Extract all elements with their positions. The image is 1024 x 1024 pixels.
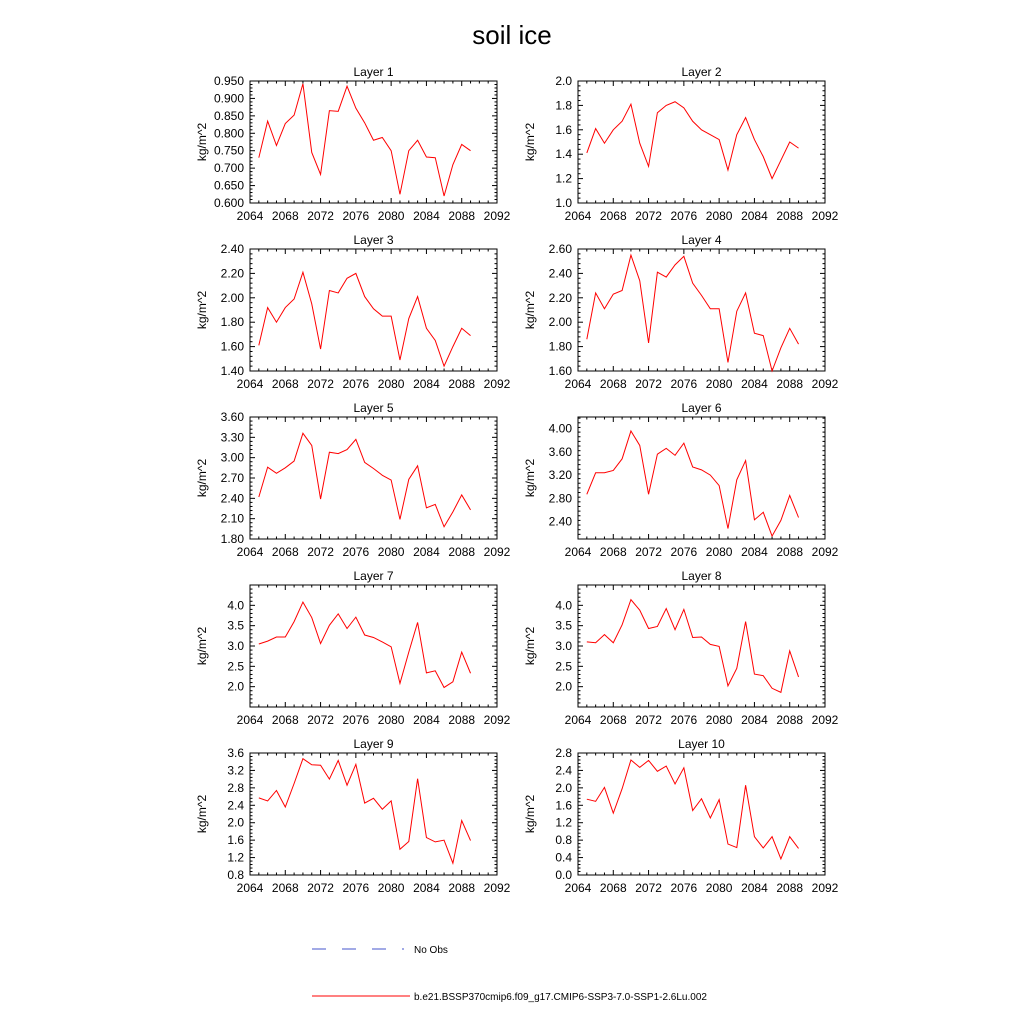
y-tick-label: 2.8 — [555, 746, 572, 760]
x-tick-label: 2064 — [236, 209, 264, 223]
x-tick-label: 2080 — [705, 545, 733, 559]
y-tick-label: 4.0 — [555, 598, 572, 613]
y-tick-label: 2.4 — [555, 763, 572, 778]
x-tick-label: 2084 — [413, 377, 440, 391]
y-tick-label: 3.20 — [548, 468, 572, 483]
y-axis-label-layer-1: kg/m^2 — [195, 122, 209, 162]
x-tick-label: 2072 — [635, 545, 662, 559]
x-tick-label: 2088 — [776, 377, 804, 391]
plot-frame-layer-10 — [578, 753, 825, 875]
y-tick-label: 2.40 — [548, 266, 572, 281]
x-tick-label: 2072 — [635, 209, 662, 223]
y-tick-label: 2.40 — [548, 514, 572, 529]
plot-frame-layer-4 — [578, 249, 825, 371]
y-tick-label: 1.6 — [555, 122, 572, 137]
x-tick-label: 2084 — [413, 881, 440, 895]
y-tick-label: 0.600 — [213, 196, 244, 210]
series-line-layer-6 — [587, 431, 799, 536]
y-tick-label: 1.6 — [227, 833, 244, 848]
y-tick-label: 0.950 — [213, 74, 244, 88]
x-tick-label: 2068 — [271, 713, 299, 727]
x-tick-label: 2080 — [705, 881, 733, 895]
y-tick-label: 2.20 — [548, 290, 572, 305]
x-tick-label: 2088 — [448, 545, 476, 559]
x-tick-label: 2068 — [271, 209, 299, 223]
panel-title-layer-7: Layer 7 — [353, 569, 394, 583]
y-tick-label: 1.2 — [227, 850, 244, 865]
y-axis-label-layer-4: kg/m^2 — [523, 290, 537, 330]
panels-grid — [195, 65, 839, 895]
y-tick-label: 2.20 — [220, 266, 244, 281]
y-tick-label: 1.80 — [220, 315, 244, 330]
x-tick-label: 2072 — [307, 881, 334, 895]
panel-title-layer-8: Layer 8 — [681, 569, 722, 583]
x-tick-label: 2076 — [342, 209, 370, 223]
x-tick-label: 2068 — [599, 377, 627, 391]
y-axis-label-layer-6: kg/m^2 — [523, 458, 537, 498]
y-tick-label: 3.60 — [220, 410, 244, 424]
y-axis-label-layer-9: kg/m^2 — [195, 794, 209, 834]
panel-layer-9 — [195, 737, 511, 895]
x-tick-label: 2088 — [776, 209, 804, 223]
y-tick-label: 0.8 — [555, 833, 572, 848]
y-tick-label: 3.2 — [227, 763, 244, 778]
y-tick-label: 1.2 — [555, 171, 572, 186]
y-tick-label: 0.0 — [555, 868, 572, 882]
y-tick-label: 2.40 — [220, 242, 244, 256]
x-tick-label: 2084 — [413, 545, 440, 559]
x-tick-label: 2084 — [741, 713, 768, 727]
legend-label-model-run: b.e21.BSSP370cmip6.f09_g17.CMIP6-SSP3-7.0-SSP1-2.6Lu.002 — [414, 992, 707, 1003]
panel-layer-6 — [523, 401, 839, 559]
x-tick-label: 2080 — [377, 881, 405, 895]
x-tick-label: 2080 — [705, 377, 733, 391]
y-tick-label: 2.0 — [227, 815, 244, 830]
x-tick-label: 2068 — [599, 881, 627, 895]
panel-layer-10 — [523, 737, 839, 895]
y-tick-label: 1.0 — [555, 196, 572, 210]
y-tick-label: 4.0 — [227, 598, 244, 613]
x-tick-label: 2068 — [271, 377, 299, 391]
x-tick-label: 2092 — [483, 545, 511, 559]
y-tick-label: 3.0 — [555, 639, 572, 653]
y-tick-label: 1.60 — [548, 364, 572, 378]
panel-title-layer-10: Layer 10 — [678, 737, 725, 751]
y-axis-label-layer-2: kg/m^2 — [523, 122, 537, 162]
x-tick-label: 2068 — [599, 209, 627, 223]
x-tick-label: 2080 — [377, 713, 405, 727]
y-tick-label: 3.00 — [220, 450, 244, 465]
x-tick-label: 2064 — [236, 713, 264, 727]
y-tick-label: 2.80 — [548, 491, 572, 506]
series-line-layer-4 — [587, 255, 799, 371]
y-tick-label: 3.0 — [227, 639, 244, 653]
x-tick-label: 2092 — [811, 881, 839, 895]
legend-label-no-obs: No Obs — [414, 945, 448, 956]
y-tick-label: 2.00 — [548, 315, 572, 330]
x-tick-label: 2084 — [413, 209, 440, 223]
y-tick-label: 3.5 — [555, 618, 572, 633]
x-tick-label: 2080 — [377, 209, 405, 223]
x-tick-label: 2072 — [307, 713, 334, 727]
y-tick-label: 1.40 — [220, 364, 244, 378]
x-tick-label: 2076 — [342, 881, 370, 895]
x-tick-label: 2072 — [635, 881, 662, 895]
panel-title-layer-9: Layer 9 — [353, 737, 394, 751]
x-tick-label: 2072 — [307, 209, 334, 223]
y-tick-label: 1.80 — [220, 532, 244, 546]
x-tick-label: 2084 — [741, 881, 768, 895]
x-tick-label: 2092 — [483, 209, 511, 223]
plot-frame-layer-6 — [578, 417, 825, 539]
panel-layer-5 — [195, 401, 511, 559]
x-tick-label: 2080 — [705, 713, 733, 727]
x-tick-label: 2092 — [811, 545, 839, 559]
x-tick-label: 2076 — [670, 209, 698, 223]
y-tick-label: 0.700 — [213, 161, 244, 176]
plot-frame-layer-9 — [250, 753, 497, 875]
y-tick-label: 2.10 — [220, 511, 244, 526]
panel-layer-7 — [195, 569, 511, 727]
x-tick-label: 2088 — [448, 881, 476, 895]
series-line-layer-8 — [587, 600, 799, 693]
x-tick-label: 2080 — [705, 209, 733, 223]
y-axis-label-layer-5: kg/m^2 — [195, 458, 209, 498]
plot-frame-layer-2 — [578, 81, 825, 203]
x-tick-label: 2088 — [776, 545, 804, 559]
panel-layer-2 — [523, 65, 839, 223]
x-tick-label: 2084 — [413, 713, 440, 727]
x-tick-label: 2072 — [307, 545, 334, 559]
y-tick-label: 4.00 — [548, 421, 572, 436]
x-tick-label: 2068 — [271, 881, 299, 895]
x-tick-label: 2088 — [776, 881, 804, 895]
panel-layer-8 — [523, 569, 839, 727]
y-tick-label: 3.6 — [227, 746, 244, 760]
y-tick-label: 0.900 — [213, 91, 244, 106]
x-tick-label: 2080 — [377, 545, 405, 559]
panel-layer-3 — [195, 233, 511, 391]
y-tick-label: 2.00 — [220, 290, 244, 305]
x-tick-label: 2076 — [670, 713, 698, 727]
y-tick-label: 1.2 — [555, 815, 572, 830]
x-tick-label: 2092 — [811, 377, 839, 391]
x-tick-label: 2064 — [236, 545, 264, 559]
y-axis-label-layer-3: kg/m^2 — [195, 290, 209, 330]
x-tick-label: 2080 — [377, 377, 405, 391]
series-line-layer-5 — [259, 433, 471, 527]
panel-title-layer-3: Layer 3 — [353, 233, 394, 247]
series-line-layer-7 — [259, 602, 471, 687]
x-tick-label: 2084 — [741, 545, 768, 559]
x-tick-label: 2092 — [811, 209, 839, 223]
panel-layer-4 — [523, 233, 839, 391]
panel-title-layer-2: Layer 2 — [681, 65, 722, 79]
x-tick-label: 2092 — [483, 377, 511, 391]
y-tick-label: 2.5 — [555, 659, 572, 674]
x-tick-label: 2068 — [271, 545, 299, 559]
series-line-layer-3 — [259, 272, 471, 366]
x-tick-label: 2084 — [741, 377, 768, 391]
y-tick-label: 1.8 — [555, 98, 572, 113]
series-line-layer-10 — [587, 760, 799, 859]
y-tick-label: 3.30 — [220, 430, 244, 445]
y-tick-label: 2.0 — [227, 679, 244, 694]
plot-frame-layer-7 — [250, 585, 497, 707]
x-tick-label: 2072 — [635, 713, 662, 727]
x-tick-label: 2064 — [564, 713, 592, 727]
y-tick-label: 2.0 — [555, 74, 572, 88]
panel-layer-1 — [195, 65, 511, 223]
y-tick-label: 1.80 — [548, 339, 572, 354]
y-tick-label: 2.5 — [227, 659, 244, 674]
y-tick-label: 3.5 — [227, 618, 244, 633]
x-tick-label: 2088 — [448, 377, 476, 391]
x-tick-label: 2064 — [564, 545, 592, 559]
x-tick-label: 2064 — [564, 377, 592, 391]
y-tick-label: 2.0 — [555, 679, 572, 694]
y-tick-label: 0.800 — [213, 126, 244, 141]
x-tick-label: 2068 — [599, 713, 627, 727]
y-tick-label: 2.60 — [548, 242, 572, 256]
x-tick-label: 2068 — [599, 545, 627, 559]
y-axis-label-layer-8: kg/m^2 — [523, 626, 537, 666]
y-tick-label: 2.0 — [555, 780, 572, 795]
x-tick-label: 2076 — [342, 545, 370, 559]
y-tick-label: 1.4 — [555, 147, 572, 162]
x-tick-label: 2088 — [448, 713, 476, 727]
y-tick-label: 0.650 — [213, 178, 244, 193]
plot-frame-layer-3 — [250, 249, 497, 371]
x-tick-label: 2076 — [670, 881, 698, 895]
x-tick-label: 2064 — [564, 209, 592, 223]
plot-frame-layer-5 — [250, 417, 497, 539]
y-tick-label: 0.4 — [555, 850, 572, 865]
plot-frame-layer-1 — [250, 81, 497, 203]
y-tick-label: 1.6 — [555, 798, 572, 813]
x-tick-label: 2092 — [811, 713, 839, 727]
y-tick-label: 2.4 — [227, 798, 244, 813]
legend — [312, 945, 707, 1003]
panel-title-layer-4: Layer 4 — [681, 233, 722, 247]
y-tick-label: 1.60 — [220, 339, 244, 354]
y-tick-label: 2.70 — [220, 471, 244, 485]
y-tick-label: 0.850 — [213, 108, 244, 123]
y-axis-label-layer-7: kg/m^2 — [195, 626, 209, 666]
x-tick-label: 2076 — [670, 377, 698, 391]
x-tick-label: 2064 — [236, 881, 264, 895]
series-line-layer-2 — [587, 102, 799, 179]
x-tick-label: 2076 — [342, 713, 370, 727]
panel-title-layer-5: Layer 5 — [353, 401, 394, 415]
x-tick-label: 2072 — [307, 377, 334, 391]
x-tick-label: 2076 — [670, 545, 698, 559]
y-axis-label-layer-10: kg/m^2 — [523, 794, 537, 834]
x-tick-label: 2064 — [564, 881, 592, 895]
plot-frame-layer-8 — [578, 585, 825, 707]
x-tick-label: 2092 — [483, 713, 511, 727]
series-line-layer-9 — [259, 759, 471, 864]
x-tick-label: 2072 — [635, 377, 662, 391]
x-tick-label: 2088 — [448, 209, 476, 223]
y-tick-label: 3.60 — [548, 444, 572, 459]
x-tick-label: 2084 — [741, 209, 768, 223]
y-tick-label: 0.750 — [213, 143, 244, 158]
panel-title-layer-6: Layer 6 — [681, 401, 722, 415]
y-tick-label: 2.40 — [220, 491, 244, 506]
x-tick-label: 2064 — [236, 377, 264, 391]
x-tick-label: 2076 — [342, 377, 370, 391]
panel-title-layer-1: Layer 1 — [353, 65, 394, 79]
series-line-layer-1 — [259, 84, 471, 196]
y-tick-label: 0.8 — [227, 868, 244, 882]
figure-title: soil ice — [472, 20, 552, 50]
x-tick-label: 2092 — [483, 881, 511, 895]
x-tick-label: 2088 — [776, 713, 804, 727]
y-tick-label: 2.8 — [227, 780, 244, 795]
